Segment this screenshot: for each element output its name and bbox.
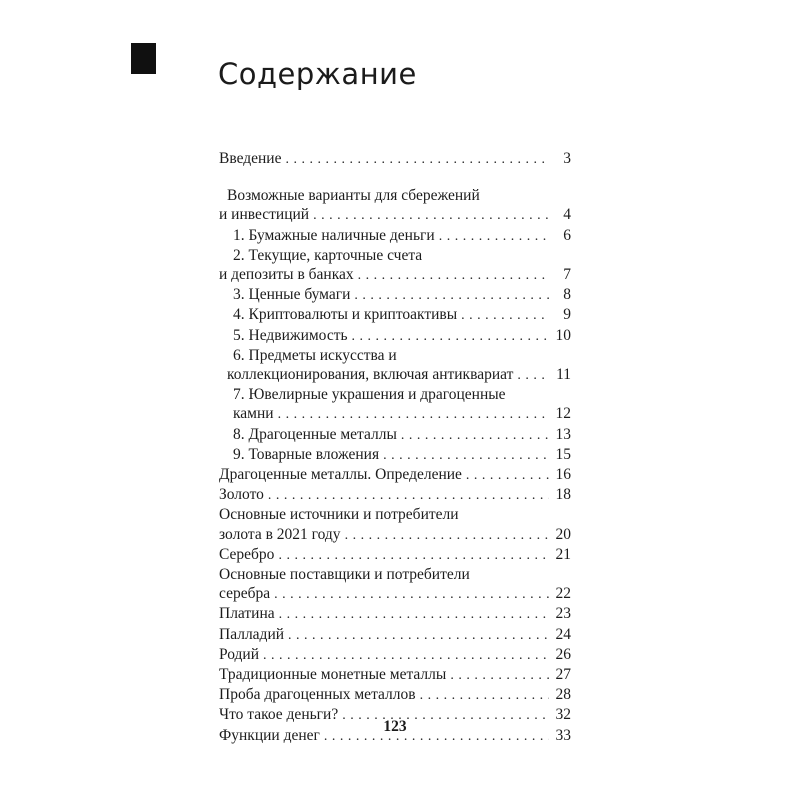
dot-leader xyxy=(450,665,549,685)
toc-entry xyxy=(219,604,571,624)
toc-entry-text: Родий xyxy=(219,645,260,663)
toc-entry xyxy=(219,545,571,565)
toc-entry xyxy=(219,346,571,385)
toc-page-number: 7 xyxy=(563,266,571,284)
toc-page-number: 33 xyxy=(555,726,571,744)
toc-entry xyxy=(219,445,571,465)
toc-entry-text: Введение xyxy=(219,150,282,167)
dot-leader xyxy=(352,326,549,346)
toc-line xyxy=(219,285,571,305)
toc-page-number: 20 xyxy=(555,525,571,543)
toc-entry-text: 7. Ювелирные украшения и драгоценные xyxy=(233,386,506,404)
dot-leader xyxy=(278,545,549,565)
toc-entry-text: серебра xyxy=(219,585,271,603)
dot-leader xyxy=(466,465,549,485)
toc-page-number: 13 xyxy=(555,425,571,443)
toc-line xyxy=(219,265,571,285)
toc-line xyxy=(219,584,571,604)
dot-leader xyxy=(517,365,549,385)
toc-line xyxy=(219,665,571,685)
toc-entry-text: камни xyxy=(233,405,274,423)
toc-line xyxy=(219,445,571,465)
toc-line xyxy=(219,465,571,485)
toc-entry-text: Основные поставщики и потребители xyxy=(219,566,470,584)
toc-page-number: 24 xyxy=(555,625,571,643)
toc-line xyxy=(219,505,571,524)
toc-line xyxy=(219,485,571,505)
toc-entry xyxy=(219,425,571,445)
toc-entry xyxy=(219,685,571,705)
toc-entry-text: 2. Текущие, карточные счета xyxy=(233,246,423,264)
toc-page-number: 22 xyxy=(555,585,571,603)
toc-entry-text: 8. Драгоценные металлы xyxy=(233,425,397,443)
dot-leader xyxy=(354,285,549,305)
toc-line xyxy=(219,385,571,404)
toc-line xyxy=(219,346,571,365)
toc-entry-text: 1. Бумажные наличные деньги xyxy=(233,226,435,244)
toc-page-number: 26 xyxy=(555,645,571,663)
toc-entry-text: 5. Недвижимость xyxy=(233,326,348,344)
toc-entry-text: золота в 2021 году xyxy=(219,525,341,543)
toc-page-number: 8 xyxy=(563,286,571,304)
corner-mark xyxy=(131,43,156,74)
toc-page-number: 15 xyxy=(555,445,571,463)
toc-page-number: 3 xyxy=(563,150,571,167)
toc-line xyxy=(219,425,571,445)
dot-leader xyxy=(278,404,549,424)
toc-page-number: 4 xyxy=(563,206,571,224)
toc-entry-text: и инвестиций xyxy=(219,206,310,224)
dot-leader xyxy=(285,149,549,169)
dot-leader xyxy=(263,645,549,665)
toc-line xyxy=(219,149,571,169)
toc-entry xyxy=(219,149,571,169)
toc-page-number: 11 xyxy=(556,366,571,384)
dot-leader xyxy=(279,604,549,624)
toc-line xyxy=(219,525,571,545)
toc-line xyxy=(219,604,571,624)
toc-entry-text: Золото xyxy=(219,486,264,504)
toc-line xyxy=(219,625,571,645)
toc-entry xyxy=(219,565,571,604)
toc-entry xyxy=(219,465,571,485)
dot-leader xyxy=(274,584,549,604)
toc-entry-text: Возможные варианты для сбережений xyxy=(227,187,480,205)
toc-entry xyxy=(219,625,571,645)
toc-page-number: 16 xyxy=(555,466,571,484)
dot-leader xyxy=(313,205,549,225)
toc-entry-text: 6. Предметы искусства и xyxy=(233,346,397,364)
toc-line xyxy=(219,305,571,325)
dot-leader xyxy=(420,685,549,705)
toc-line xyxy=(219,326,571,346)
toc-entry-text: и депозиты в банках xyxy=(219,266,354,284)
toc-page-number: 28 xyxy=(555,686,571,704)
toc-page-number: 23 xyxy=(555,605,571,623)
toc-entry-text: 9. Товарные вложения xyxy=(233,445,380,463)
toc-page-number: 10 xyxy=(555,326,571,344)
toc-entry xyxy=(219,186,571,225)
toc-line xyxy=(219,404,571,424)
page-title: Содержание xyxy=(218,57,417,91)
dot-leader xyxy=(358,265,549,285)
toc-line xyxy=(219,246,571,265)
toc-entry-text: Драгоценные металлы. Определение xyxy=(219,466,462,484)
toc-entry xyxy=(219,285,571,305)
toc-entry xyxy=(219,505,571,544)
dot-leader xyxy=(288,625,549,645)
toc-page-number: 32 xyxy=(555,706,571,724)
toc-page-number: 12 xyxy=(555,405,571,423)
toc-page-number: 21 xyxy=(555,545,571,563)
toc-page-number: 27 xyxy=(555,666,571,684)
toc-entry-text: Функции денег xyxy=(219,726,320,744)
toc-entry-text: Проба драгоценных металлов xyxy=(219,686,416,704)
toc-entry xyxy=(219,226,571,246)
toc-entry-text: Платина xyxy=(219,605,275,623)
toc-line xyxy=(219,205,571,225)
dot-leader xyxy=(345,525,549,545)
page-number: 123 xyxy=(383,718,407,735)
toc-line xyxy=(219,365,571,385)
toc-entry-text: 4. Криптовалюты и криптоактивы xyxy=(233,306,458,324)
toc-entry xyxy=(219,305,571,325)
toc-page-number: 9 xyxy=(563,306,571,324)
toc-line xyxy=(219,645,571,665)
toc-entry-text: Традиционные монетные металлы xyxy=(219,666,447,684)
toc-entry-text: Серебро xyxy=(219,545,275,563)
toc-entry-text: 3. Ценные бумаги xyxy=(233,286,351,304)
toc-line xyxy=(219,685,571,705)
dot-leader xyxy=(401,425,549,445)
toc-line xyxy=(219,565,571,584)
dot-leader xyxy=(461,305,549,325)
toc-list xyxy=(219,149,571,746)
toc-entry xyxy=(219,665,571,685)
toc-line xyxy=(219,545,571,565)
toc-entry xyxy=(219,645,571,665)
dot-leader xyxy=(268,485,549,505)
toc-page-number: 18 xyxy=(555,486,571,504)
toc-entry-text: Что такое деньги? xyxy=(219,706,339,724)
toc-entry xyxy=(219,246,571,285)
toc-page-number: 6 xyxy=(563,226,571,244)
toc-entry-text: Палладий xyxy=(219,625,285,643)
toc-entry-text: Основные источники и потребители xyxy=(219,506,459,524)
toc-entry xyxy=(219,485,571,505)
toc-entry xyxy=(219,385,571,424)
toc-entry xyxy=(219,326,571,346)
toc-entry-text: коллекционирования, включая антиквариат xyxy=(227,366,514,384)
toc-line xyxy=(219,186,571,205)
toc-line xyxy=(219,226,571,246)
dot-leader xyxy=(383,445,549,465)
dot-leader xyxy=(439,226,549,246)
